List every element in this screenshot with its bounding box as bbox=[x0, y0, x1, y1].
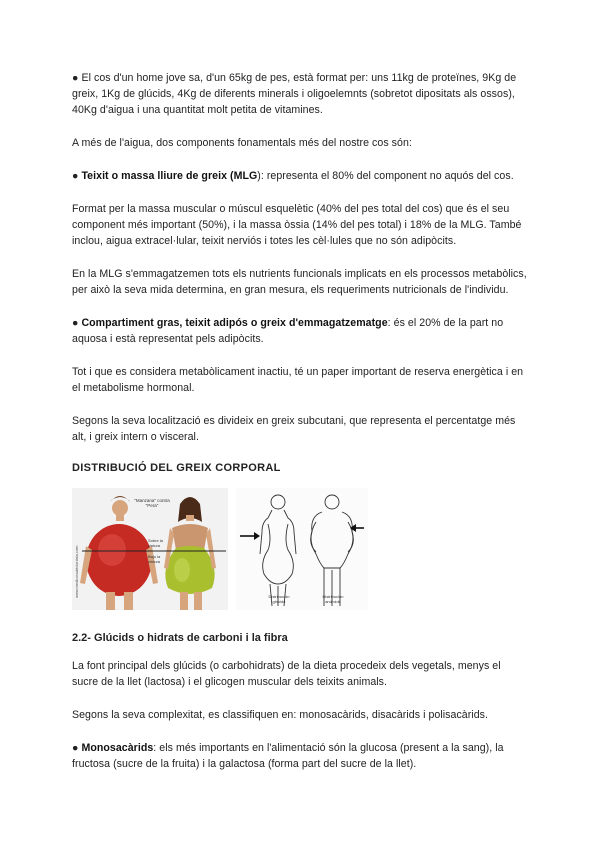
bullet: ● bbox=[72, 72, 79, 84]
paragraph-carb-source: La font principal dels glúcids (o carbohidrats) de la dieta procedeix dels vegetals, menys el sucre de la llet (lactosa) i el glicogen muscular dels teixits animals. bbox=[72, 660, 501, 688]
paragraph-mlg bbox=[72, 168, 528, 184]
gynoid-android-illustration bbox=[236, 488, 368, 610]
figures-row bbox=[72, 488, 528, 610]
paragraph-text: : els més importants en l'alimentació són la glucosa (present a la sang), la fructosa (sucre de la fruita) i la galactosa (forma part del sucre de la llet). bbox=[72, 742, 504, 770]
paragraph-body-composition bbox=[72, 70, 528, 118]
heading-section-2-2: 2.2- Glúcids o hidrats de carboni i la fibra bbox=[72, 632, 288, 644]
label-above-waist: Sobre la cintura bbox=[148, 538, 163, 548]
paragraph-text: El cos d'un home jove sa, d'un 65kg de pes, està format per: uns 11kg de proteïnes, 9Kg de greix, 1Kg de glúcids, 4Kg de diferents minerals i oligoelemnts (sobretot dipositats als ossos), 40Kg d'aigua i una quantitat molt petita de vitamines. bbox=[72, 72, 517, 116]
label-below-waist: Bajo la cintura bbox=[148, 554, 161, 564]
paragraph-text: ): representa el 80% del component no aquós del cos. bbox=[257, 170, 514, 182]
term-fat-compartment: Compartiment gras, teixit adipós o greix d'emmagatzematge bbox=[81, 317, 388, 329]
paragraph-fat-role: Tot i que es considera metabòlicament inactiu, té un paper important de reserva energètica i en el metabolisme hormonal. bbox=[72, 366, 524, 394]
paragraph-fat-compartment bbox=[72, 315, 528, 347]
paragraph-carb-classification: Segons la seva complexitat, es classifiquen en: monosacàrids, disacàrids i polisacàrids. bbox=[72, 709, 488, 721]
paragraph-monosaccharides bbox=[72, 740, 528, 772]
gynoid-android-figure bbox=[236, 488, 368, 610]
bullet: ● bbox=[72, 317, 79, 329]
term-mlg: Teixit o massa lliure de greix (MLG bbox=[81, 170, 258, 182]
paragraph-mlg-detail: Format per la massa muscular o múscul esquelètic (40% del pes total del cos) que és el seu component més important (50%), i la massa òssia (14% del pes total) i 18% de la MLG. També inclou, aigua extracel·lular, teixit nerviós i totes les cèl·lules que no són adipòcits. bbox=[72, 203, 522, 247]
figure-source-text: www.mediconutricionista.com bbox=[74, 545, 79, 598]
label-gynoid: Distribución ginoide bbox=[268, 594, 290, 604]
label-android: Distribución androide bbox=[322, 594, 344, 604]
term-monosaccharides: Monosacàrids bbox=[81, 742, 154, 754]
bullet: ● bbox=[72, 742, 79, 754]
paragraph-fat-location: Segons la seva localització es divideix en greix subcutani, que representa el percentatge més alt, i greix intern o visceral. bbox=[72, 415, 516, 443]
apple-pear-caption: "Manzana" contra "Pera" bbox=[134, 498, 170, 508]
paragraph-text: : és el 20% de la part no aquosa i està representat pels adipòcits. bbox=[72, 317, 504, 345]
paragraph-components-intro: A més de l'aigua, dos components fonamentals més del nostre cos són: bbox=[72, 137, 412, 149]
paragraph-mlg-nutrients: En la MLG s'emmagatzemen tots els nutrients funcionals implicats en els processos metabòlics, per això la seva mida determina, en gran mesura, els requeriments nutricionals de l'individu. bbox=[72, 268, 527, 296]
bullet: ● bbox=[72, 170, 79, 182]
heading-fat-distribution: DISTRIBUCIÓ DEL GREIX CORPORAL bbox=[72, 462, 281, 474]
apple-pear-figure bbox=[72, 488, 228, 610]
